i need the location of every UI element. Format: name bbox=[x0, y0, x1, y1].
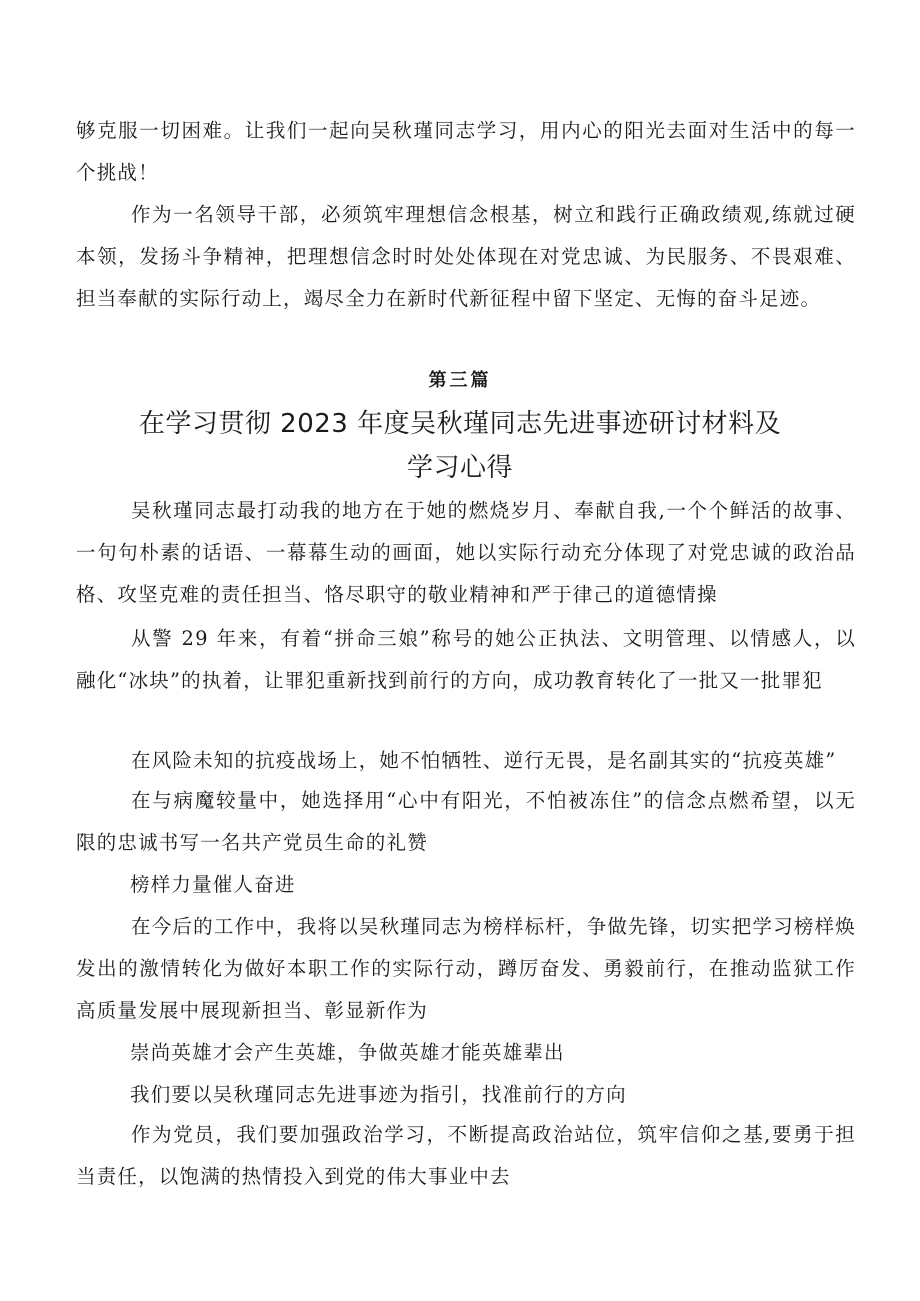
body-paragraph-8: 我们要以吴秋瑾同志先进事迹为指引，找准前行的方向 bbox=[130, 1083, 627, 1106]
section-label: 第三篇 bbox=[428, 370, 492, 391]
body-paragraph-2: 从警 29 年来，有着“拼命三娘”称号的她公正执法、文明管理、以情感人，以融化“冰块”的执着，让罪犯重新找到前行的方向，成功教育转化了一批又一批罪犯 bbox=[76, 627, 856, 692]
body-paragraph-7: 崇尚英雄才会产生英雄，争做英雄才能英雄辈出 bbox=[130, 1041, 565, 1064]
body-paragraph-5: 榜样力量催人奋进 bbox=[130, 873, 296, 896]
document-title-line-1: 在学习贯彻 2023 年度吴秋瑾同志先进事迹研讨材料及 bbox=[138, 409, 782, 439]
intro-paragraph-1: 够克服一切困难。让我们一起向吴秋瑾同志学习，用内心的阳光去面对生活中的每一个挑战！ bbox=[76, 119, 856, 184]
body-paragraph-9: 作为党员，我们要加强政治学习，不断提高政治站位，筑牢信仰之基,要勇于担当责任，以饱满的热情投入到党的伟大事业中去 bbox=[76, 1123, 856, 1188]
intro-paragraph-2: 作为一名领导干部，必须筑牢理想信念根基，树立和践行正确政绩观,练就过硬本领，发扬斗争精神，把理想信念时时处处体现在对党忠诚、为民服务、不畏艰难、担当奉献的实际行动上，竭尽全力在新时代新征程中留下坚定、无悔的奋斗足迹。 bbox=[76, 203, 856, 310]
document-title-line-2: 学习心得 bbox=[406, 453, 513, 483]
body-paragraph-1: 吴秋瑾同志最打动我的地方在于她的燃烧岁月、奉献自我,一个个鲜活的故事、一句句朴素的话语、一幕幕生动的画面，她以实际行动充分体现了对党忠诚的政治品格、攻坚克难的责任担当、恪尽职守的敬业精神和严于律己的道德情操 bbox=[76, 499, 856, 606]
body-paragraph-4: 在与病魔较量中，她选择用“心中有阳光，不怕被冻住”的信念点燃希望，以无限的忠诚书写一名共产党员生命的礼赞 bbox=[76, 789, 856, 854]
body-paragraph-6: 在今后的工作中，我将以吴秋瑾同志为榜样标杆，争做先锋，切实把学习榜样焕发出的激情转化为做好本职工作的实际行动，蹲厉奋发、勇毅前行，在推动监狱工作高质量发展中展现新担当、彰显新作为 bbox=[76, 915, 856, 1022]
body-paragraph-3: 在风险未知的抗疫战场上，她不怕牺牲、逆行无畏，是名副其实的“抗疫英雄” bbox=[131, 749, 837, 772]
